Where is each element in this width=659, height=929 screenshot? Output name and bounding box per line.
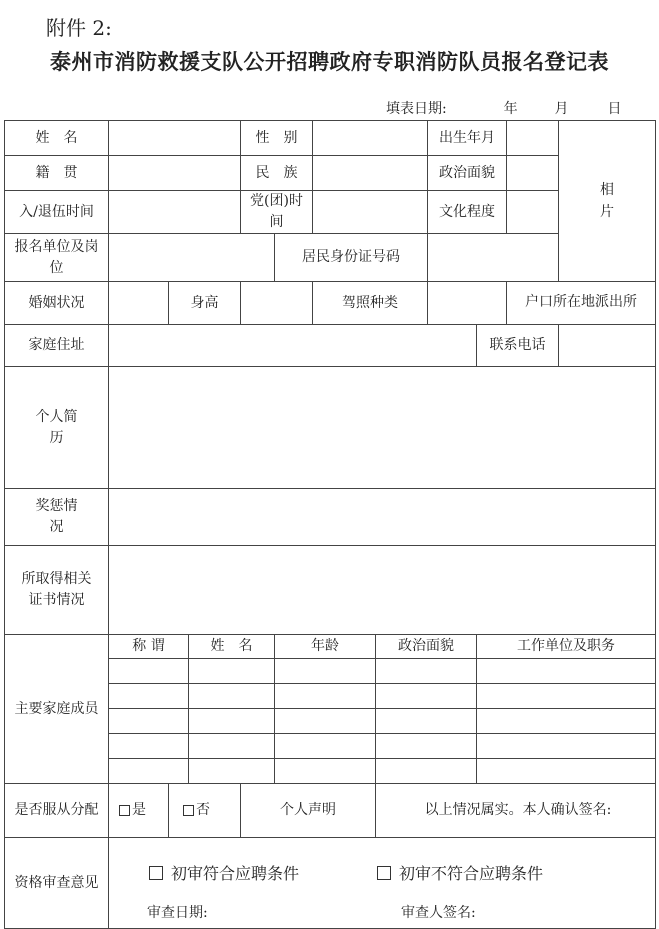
registration-table [4, 120, 656, 929]
label-education: 文化程度 [428, 191, 507, 234]
family-cell[interactable] [376, 709, 477, 734]
label-party-time: 党(团)时间 [241, 191, 313, 234]
family-col-name: 姓 名 [189, 635, 275, 659]
assign-no-cell[interactable] [169, 784, 241, 838]
input-rewards[interactable] [109, 489, 656, 546]
input-height[interactable] [241, 282, 313, 325]
declaration-text: 以上情况属实。本人确认签名: [376, 784, 656, 838]
label-police-station: 户口所在地派出所 [507, 282, 656, 325]
family-cell[interactable] [109, 709, 189, 734]
input-party-time[interactable] [313, 191, 428, 234]
label-phone: 联系电话 [477, 325, 559, 367]
input-education[interactable] [507, 191, 559, 234]
family-col-work: 工作单位及职务 [477, 635, 656, 659]
review-date-label: 审查日期: [147, 905, 208, 921]
input-service-time[interactable] [109, 191, 241, 234]
review-pass-label: 初审符合应聘条件 [171, 864, 300, 883]
label-gender: 性 别 [241, 121, 313, 156]
input-address[interactable] [109, 325, 477, 367]
family-cell[interactable] [376, 734, 477, 759]
family-cell[interactable] [109, 759, 189, 784]
family-cell[interactable] [477, 709, 656, 734]
input-ethnicity[interactable] [313, 156, 428, 191]
label-license: 驾照种类 [313, 282, 428, 325]
label-photo: 相片 [600, 181, 615, 220]
checkbox-icon[interactable] [149, 866, 163, 880]
photo-box[interactable] [559, 121, 656, 282]
family-cell[interactable] [477, 684, 656, 709]
review-fail-option[interactable] [377, 862, 543, 886]
input-certificates[interactable] [109, 546, 656, 635]
family-cell[interactable] [189, 709, 275, 734]
input-political-status[interactable] [507, 156, 559, 191]
family-cell[interactable] [189, 659, 275, 684]
family-cell[interactable] [477, 759, 656, 784]
input-native-place[interactable] [109, 156, 241, 191]
input-id-number[interactable] [428, 234, 559, 282]
family-cell[interactable] [275, 759, 376, 784]
family-cell[interactable] [189, 759, 275, 784]
family-cell[interactable] [109, 659, 189, 684]
family-cell[interactable] [477, 734, 656, 759]
review-area [109, 838, 656, 929]
input-gender[interactable] [313, 121, 428, 156]
label-declaration: 个人声明 [241, 784, 376, 838]
input-name[interactable] [109, 121, 241, 156]
label-id-number: 居民身份证号码 [275, 234, 428, 282]
assign-yes-label: 是 [132, 802, 146, 818]
fill-date-day: 日 [607, 101, 622, 117]
family-cell[interactable] [189, 684, 275, 709]
family-col-age: 年龄 [275, 635, 376, 659]
family-col-political: 政治面貌 [376, 635, 477, 659]
assign-no-label: 否 [196, 802, 210, 818]
label-review: 资格审查意见 [5, 838, 109, 929]
fill-date-label: 填表日期: [386, 101, 447, 117]
family-cell[interactable] [376, 684, 477, 709]
input-license[interactable] [428, 282, 507, 325]
family-col-relation: 称 谓 [109, 635, 189, 659]
attachment-label: 附件 2: [46, 16, 112, 40]
input-birth[interactable] [507, 121, 559, 156]
label-resume: 个人简历 [5, 367, 109, 489]
label-rewards: 奖惩情况 [5, 489, 109, 546]
fill-date-month: 月 [554, 101, 569, 117]
family-cell[interactable] [275, 684, 376, 709]
label-service-time: 入/退伍时间 [5, 191, 109, 234]
assign-yes-cell[interactable] [109, 784, 169, 838]
family-cell[interactable] [477, 659, 656, 684]
family-cell[interactable] [275, 734, 376, 759]
label-applied-unit: 报名单位及岗位 [5, 234, 109, 282]
label-birth: 出生年月 [428, 121, 507, 156]
fill-date-line [386, 98, 621, 118]
label-address: 家庭住址 [5, 325, 109, 367]
checkbox-icon[interactable] [119, 805, 130, 816]
input-phone[interactable] [559, 325, 656, 367]
label-marital: 婚姻状况 [5, 282, 109, 325]
label-assignment: 是否服从分配 [5, 784, 109, 838]
fill-date-year: 年 [503, 101, 518, 117]
label-family: 主要家庭成员 [5, 635, 109, 784]
label-native-place: 籍 贯 [5, 156, 109, 191]
family-cell[interactable] [109, 734, 189, 759]
family-cell[interactable] [376, 659, 477, 684]
label-ethnicity: 民 族 [241, 156, 313, 191]
input-resume[interactable] [109, 367, 656, 489]
input-marital[interactable] [109, 282, 169, 325]
label-certificates: 所取得相关证书情况 [5, 546, 109, 635]
review-signer-label: 审查人签名: [401, 905, 476, 921]
form-title: 泰州市消防救援支队公开招聘政府专职消防队员报名登记表 [50, 49, 609, 74]
family-cell[interactable] [275, 709, 376, 734]
family-cell[interactable] [275, 659, 376, 684]
family-cell[interactable] [109, 684, 189, 709]
family-cell[interactable] [189, 734, 275, 759]
checkbox-icon[interactable] [183, 805, 194, 816]
label-political-status: 政治面貌 [428, 156, 507, 191]
label-name: 姓 名 [5, 121, 109, 156]
input-applied-unit[interactable] [109, 234, 275, 282]
review-pass-option[interactable] [149, 862, 299, 886]
family-cell[interactable] [376, 759, 477, 784]
label-height: 身高 [169, 282, 241, 325]
review-fail-label: 初审不符合应聘条件 [399, 864, 544, 883]
checkbox-icon[interactable] [377, 866, 391, 880]
